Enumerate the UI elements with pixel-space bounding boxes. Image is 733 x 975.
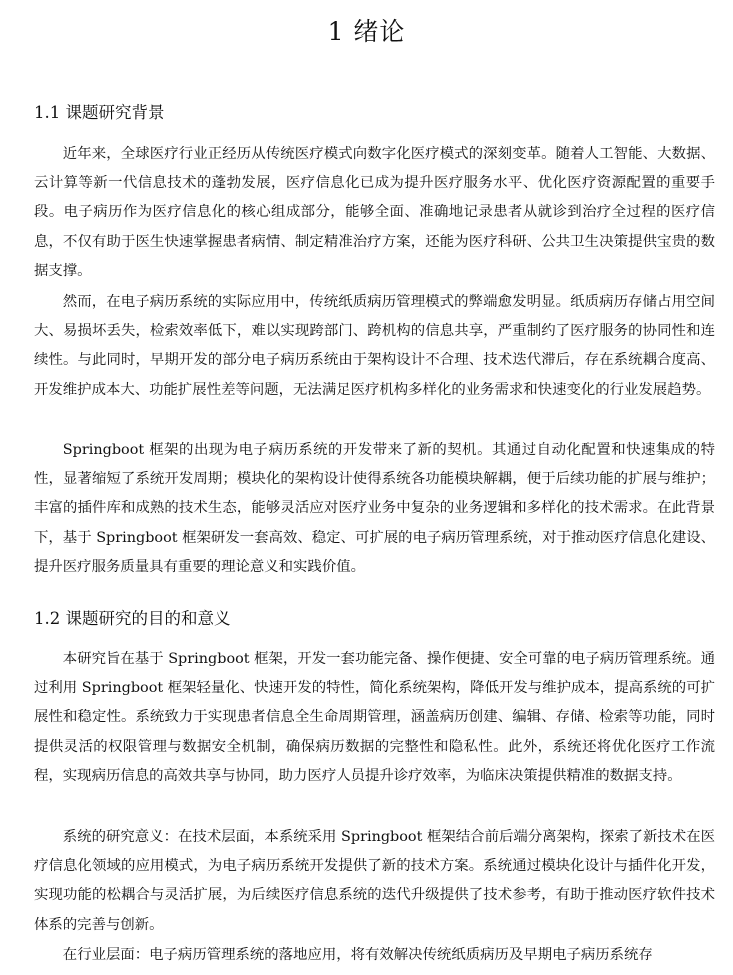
paragraph: Springboot 框架的出现为电子病历系统的开发带来了新的契机。其通过自动化配置和快速集成的特性，显著缩短了系统开发周期；模块化的架构设计使得系统各功能模块解耦，便于后续功能的扩展与维护；丰富的插件库和成熟的技术生态，能够灵活应对医疗业务中复杂的业务逻辑和多样化的技术需求。在此背景下，基于 Springboot 框架研发一套高效、稳定、可扩展的电子病历管理系统，对于推动医疗信息化建设、提升医疗服务质量具有重要的理论意义和实践价值。: [34, 442, 715, 575]
paragraph: 本研究旨在基于 Springboot 框架，开发一套功能完备、操作便捷、安全可靠的电子病历管理系统。通过利用 Springboot 框架轻量化、快速开发的特性，简化系统架构，降低开发与维护成本，提高系统的可扩展性和稳定性。系统致力于实现患者信息全生命周期管理，涵盖病历创建、编辑、存储、检索等功能，同时提供灵活的权限管理与数据安全机制，确保病历数据的完整性和隐私性。此外，系统还将优化医疗工作流程，实现病历信息的高效共享与协同，助力医疗人员提升诊疗效率，为临床决策提供精准的数据支持。: [34, 651, 715, 784]
paragraph: 系统的研究意义：在技术层面，本系统采用 Springboot 框架结合前后端分离架构，探索了新技术在医疗信息化领域的应用模式，为电子病历系统开发提供了新的技术方案。系统通过模块化设计与插件化开发，实现功能的松耦合与灵活扩展，为后续医疗信息系统的迭代升级提供了技术参考，有助于推动医疗软件技术体系的完善与创新。: [34, 829, 715, 933]
section-heading-background: 1.1 课题研究背景: [34, 103, 165, 122]
paragraph: 近年来，全球医疗行业正经历从传统医疗模式向数字化医疗模式的深刻变革。随着人工智能、大数据、云计算等新一代信息技术的蓬勃发展，医疗信息化已成为提升医疗服务水平、优化医疗资源配置的重要手段。电子病历作为医疗信息化的核心组成部分，能够全面、准确地记录患者从就诊到治疗全过程的医疗信息，不仅有助于医生快速掌握患者病情、制定精准治疗方案，还能为医疗科研、公共卫生决策提供宝贵的数据支撑。: [34, 146, 715, 279]
paragraph: 然而，在电子病历系统的实际应用中，传统纸质病历管理模式的弊端愈发明显。纸质病历存储占用空间大、易损坏丢失，检索效率低下，难以实现跨部门、跨机构的信息共享，严重制约了医疗服务的协同性和连续性。与此同时，早期开发的部分电子病历系统由于架构设计不合理、技术迭代滞后，存在系统耦合度高、开发维护成本大、功能扩展性差等问题，无法满足医疗机构多样化的业务需求和快速变化的行业发展趋势。: [34, 294, 715, 398]
paragraph: 在行业层面：电子病历管理系统的落地应用，将有效解决传统纸质病历及早期电子病历系统存: [62, 947, 653, 963]
section-heading-purpose: 1.2 课题研究的目的和意义: [34, 609, 231, 628]
chapter-title: 1 绪论: [327, 17, 406, 46]
